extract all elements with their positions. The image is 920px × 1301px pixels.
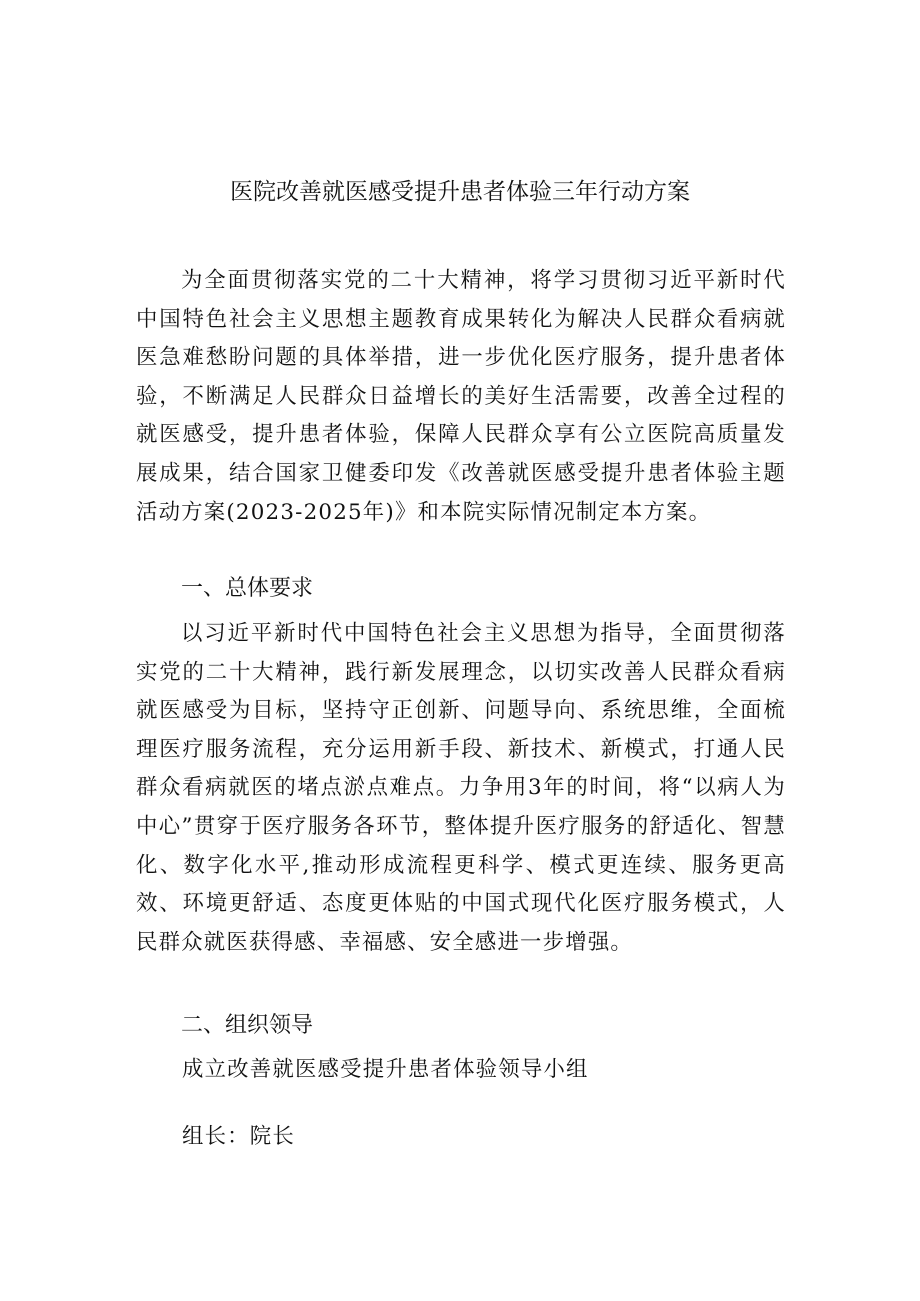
document-title: 医院改善就医感受提升患者体验三年行动方案 [230, 179, 690, 205]
section-heading-organization-leadership: 二、组织领导 [181, 1013, 314, 1038]
leadership-group-line: 成立改善就医感受提升患者体验领导小组 [182, 1057, 589, 1082]
intro-paragraph: 为全面贯彻落实党的二十大精神，将学习贯彻习近平新时代中国特色社会主义思想主题教育成果转化为解决人民群众看病就医急难愁盼问题的具体举措，进一步优化医疗服务，提升患者体验，不断满足人民群众日益增长的美好生活需要，改善全过程的就医感受，提升患者体验，保障人民群众享有公立医院高质量发展成果，结合国家卫健委印发《改善就医感受提升患者体验主题活动方案(2023-2025年)》和本院实际情况制定本方案。 [136, 268, 786, 525]
group-leader-line: 组长：院长 [182, 1124, 295, 1149]
general-requirements-paragraph: 以习近平新时代中国特色社会主义思想为指导，全面贯彻落实党的二十大精神，践行新发展理念，以切实改善人民群众看病就医感受为目标，坚持守正创新、问题导向、系统思维，全面梳理医疗服务流程，充分运用新手段、新技术、新模式，打通人民群众看病就医的堵点淤点难点。力争用3年的时间，将“以病人为中心”贯穿于医疗服务各环节，整体提升医疗服务的舒适化、智慧化、数字化水平,推动形成流程更科学、模式更连续、服务更高效、环境更舒适、态度更体贴的中国式现代化医疗服务模式，人民群众就医获得感、幸福感、安全感进一步增强。 [136, 621, 786, 955]
section-heading-general-requirements: 一、总体要求 [181, 576, 314, 601]
